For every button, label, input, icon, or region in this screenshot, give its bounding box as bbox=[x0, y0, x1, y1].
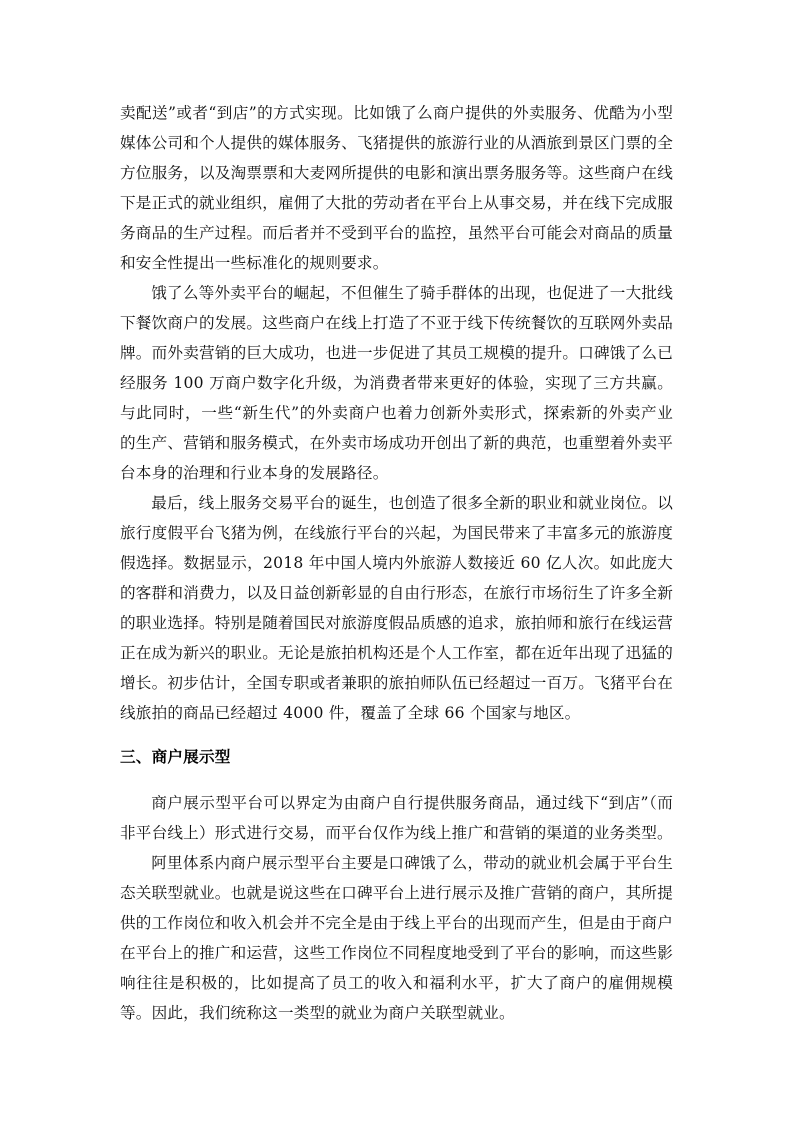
paragraph-ecosystem-employment: 阿里体系内商户展示型平台主要是口碑饿了么，带动的就业机会属于平台生态关联型就业。也就是说这些在口碑平台上进行展示及推广营销的商户，其所提供的工作岗位和收入机会并不完全是由于线上平台的出现而产生，但是由于商户在平台上的推广和运营，这些工作岗位不同程度地受到了平台的影响，而这些影响往往是积极的，比如提高了员工的收入和福利水平，扩大了商户的雇佣规模等。因此，我们统称这一类型的就业为商户关联型就业。 bbox=[120, 854, 673, 1022]
document-body bbox=[120, 98, 673, 1028]
paragraph-continuation: 卖配送”或者“到店”的方式实现。比如饿了么商户提供的外卖服务、优酷为小型媒体公司和个人提供的媒体服务、飞猪提供的旅游行业的从酒旅到景区门票的全方位服务，以及淘票票和大麦网所提供的电影和演出票务服务等。这些商户在线下是正式的就业组织，雇佣了大批的劳动者在平台上从事交易，并在线下完成服务商品的生产过程。而后者并不受到平台的监控，虽然平台可能会对商品的质量和安全性提出一些标准化的规则要求。 bbox=[120, 104, 673, 272]
section-heading: 三、商户展示型 bbox=[120, 748, 231, 766]
paragraph-definition: 商户展示型平台可以界定为由商户自行提供服务商品，通过线下“到店”（而非平台线上）形式进行交易，而平台仅作为线上推广和营销的渠道的业务类型。 bbox=[120, 794, 673, 842]
paragraph-new-occupations: 最后，线上服务交易平台的诞生，也创造了很多全新的职业和就业岗位。以旅行度假平台飞猪为例，在线旅行平台的兴起，为国民带来了丰富多元的旅游度假选择。数据显示，2018 年中国人境内外旅游人数接近 60 亿人次。如此庞大的客群和消费力，以及日益创新彰显的自由行形态，在旅行市场衍生了许多全新的职业选择。特别是随着国民对旅游度假品质感的追求，旅拍师和旅行在线运营正在成为新兴的职业。无论是旅拍机构还是个人工作室，都在近年出现了迅猛的增长。初步估计，全国专职或者兼职的旅拍师队伍已经超过一百万。飞猪平台在线旅拍的商品已经超过 4000 件，覆盖了全球 66 个国家与地区。 bbox=[120, 494, 673, 722]
paragraph-takeaway-platforms: 饿了么等外卖平台的崛起，不但催生了骑手群体的出现，也促进了一大批线下餐饮商户的发展。这些商户在线上打造了不亚于线下传统餐饮的互联网外卖品牌。而外卖营销的巨大成功，也进一步促进了其员工规模的提升。口碑饿了么已经服务 100 万商户数字化升级，为消费者带来更好的体验，实现了三方共赢。与此同时，一些“新生代”的外卖商户也着力创新外卖形式，探索新的外卖产业的生产、营销和服务模式，在外卖市场成功开创出了新的典范，也重塑着外卖平台本身的治理和行业本身的发展路径。 bbox=[120, 284, 673, 482]
